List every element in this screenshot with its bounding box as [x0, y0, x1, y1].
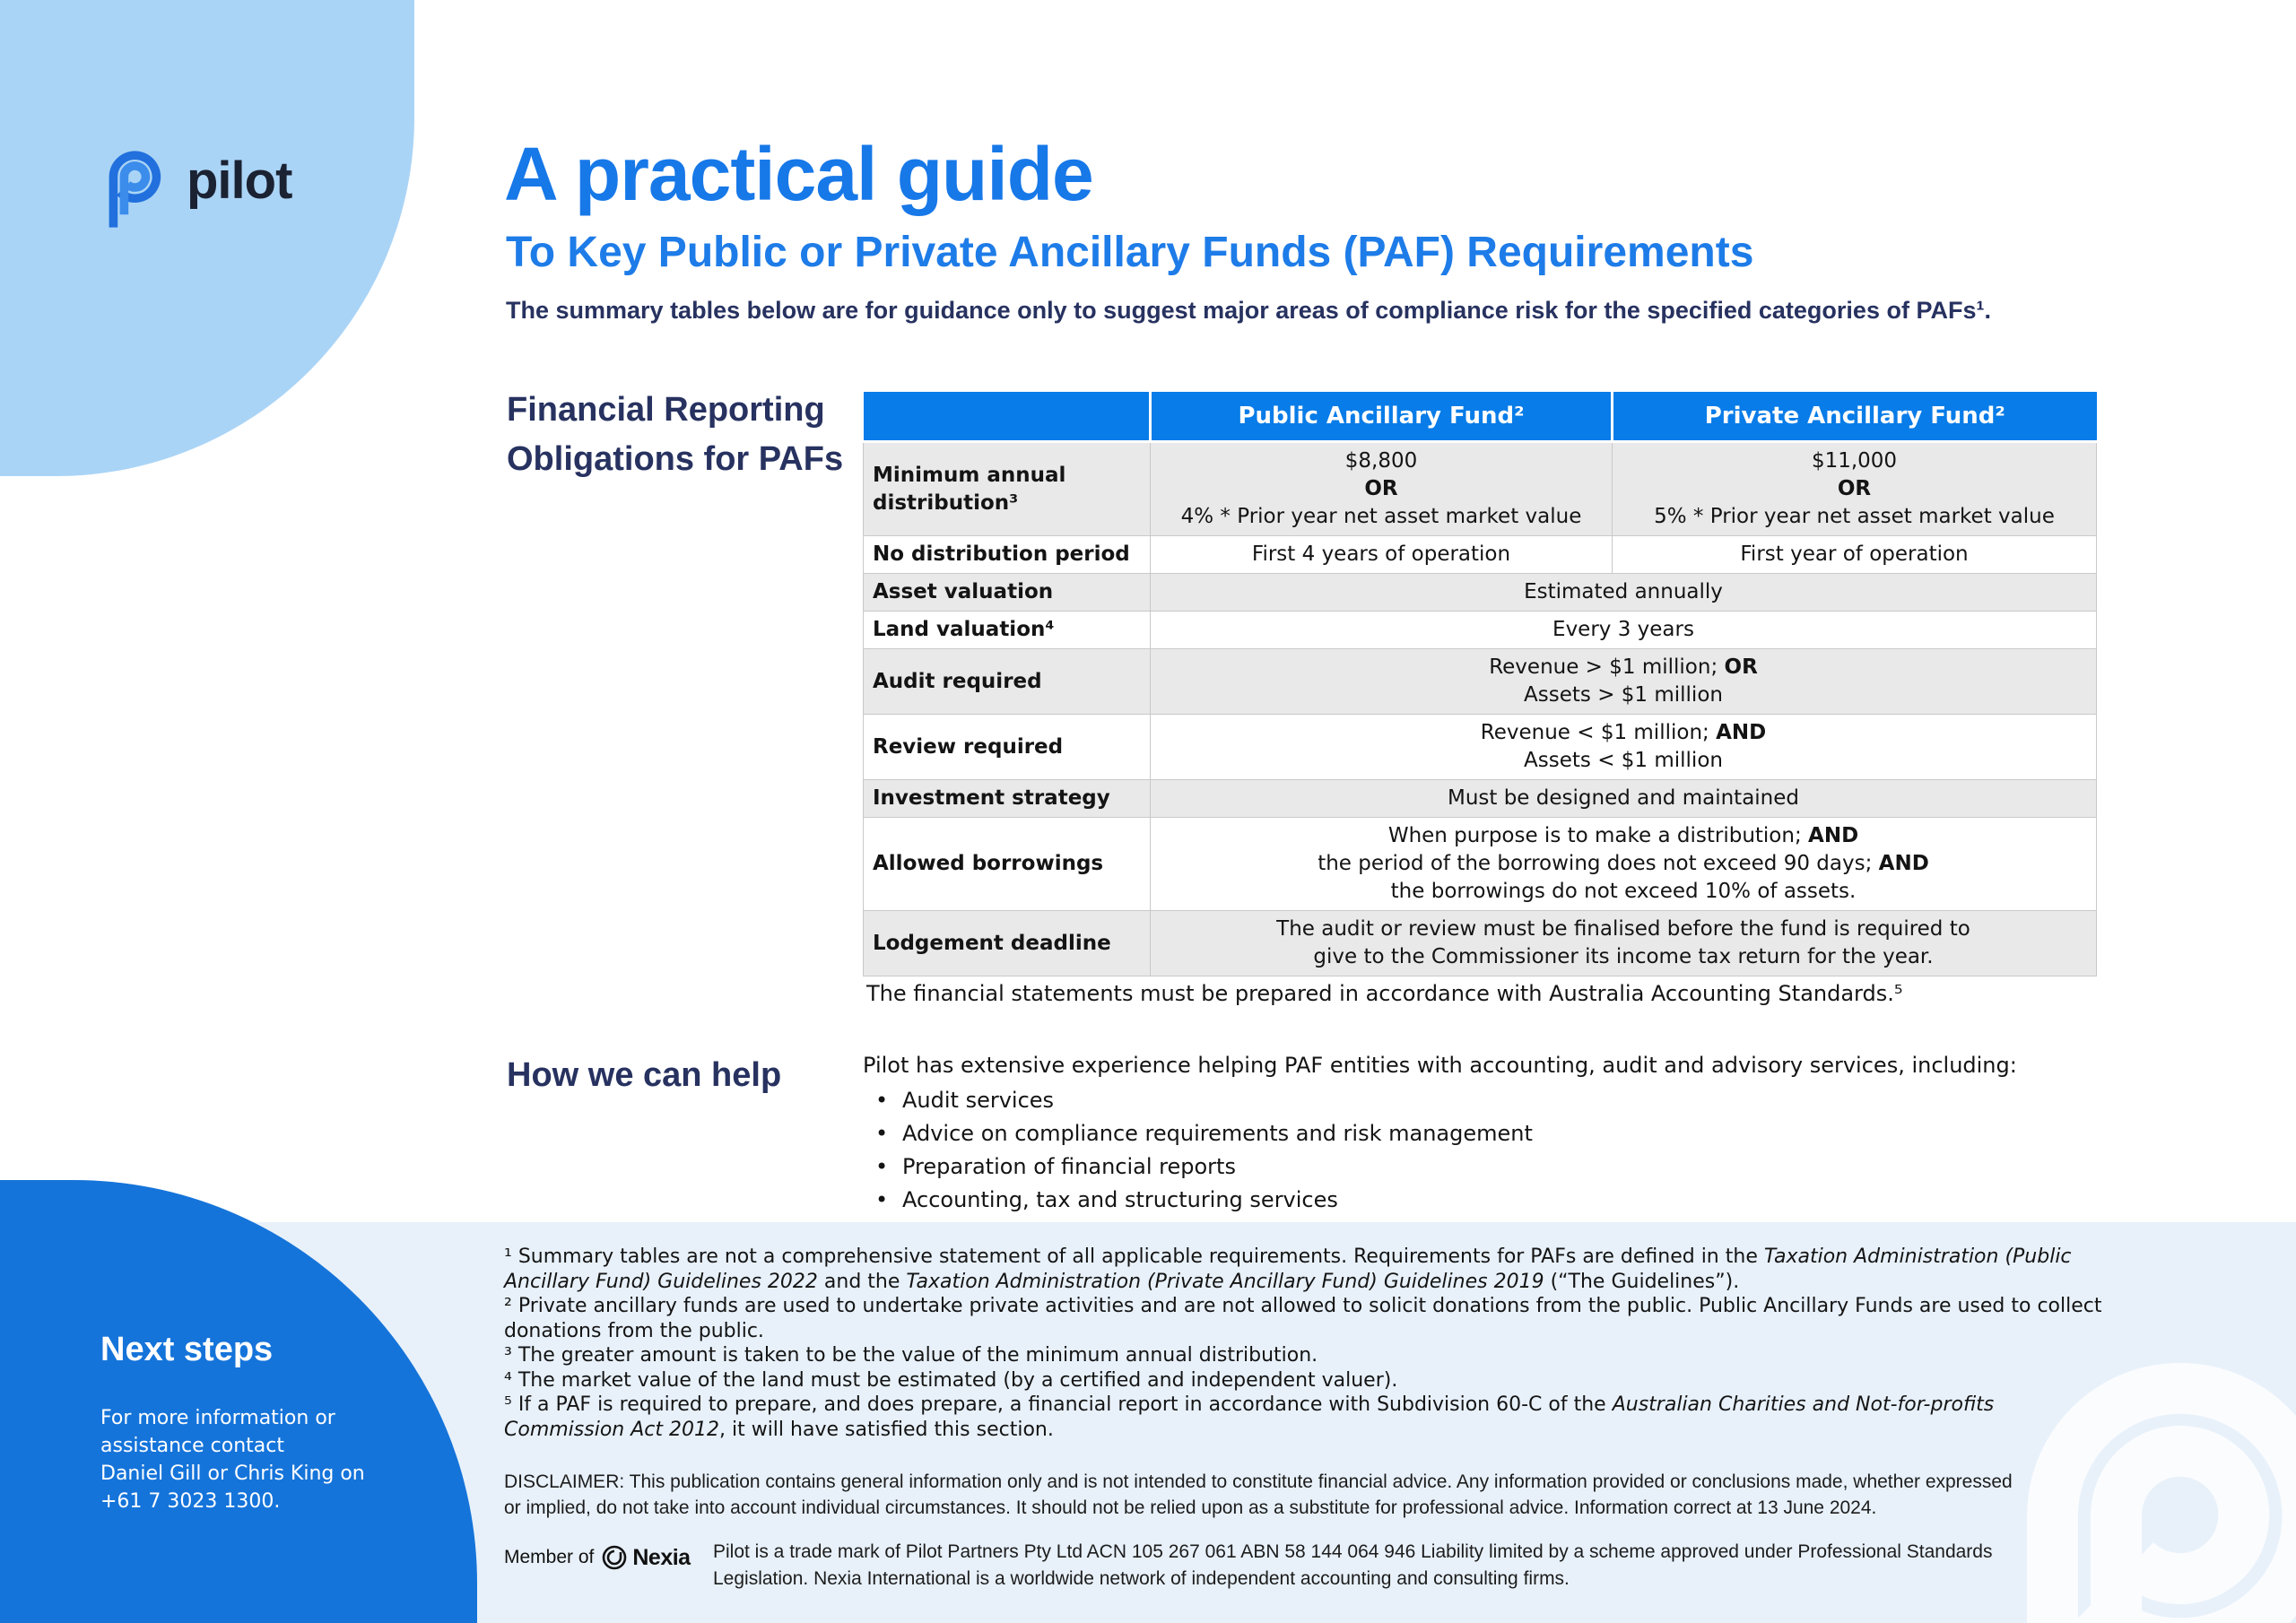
cell-merged: Every 3 years [1151, 612, 2097, 649]
page-title: A practical guide [504, 132, 1093, 216]
list-item: • Accounting, tax and structuring services [872, 1186, 1533, 1213]
cell-merged: When purpose is to make a distribution; AND the period of the borrowing does not exceed 90 days; AND the borrowings do not exceed 10% of assets. [1151, 818, 2097, 911]
table-row-minimum-annual-distribution [864, 442, 2097, 536]
pilot-logo [100, 143, 291, 230]
row-label: No distribution period [864, 536, 1151, 574]
column-header-public: Public Ancillary Fund² [1151, 392, 1613, 442]
row-label: Review required [864, 715, 1151, 780]
cell-merged: Must be designed and maintained [1151, 780, 2097, 818]
column-header-private: Private Ancillary Fund² [1613, 392, 2097, 442]
next-steps-heading: Next steps [100, 1331, 274, 1368]
paf-requirements-table [863, 392, 2097, 976]
footnotes: ¹ Summary tables are not a comprehensive statement of all applicable requirements. Requirements for PAFs are defined in the Taxation Administration (Public Ancillary Fund) Guidelines 2022 and the Taxation Administration (Private Ancillary Fund) Guidelines 2019 (“The Guidelines”). ² Private ancillary funds are used to undertake private activities and are not allowed to solicit donations from the public. Public Ancillary Funds are used to collect donations from the public. ³ The greater amount is taken to be the value of the minimum annual distribution. ⁴ The market value of the land must be estimated (by a certified and independent valuer). ⁵ If a PAF is required to prepare, and does prepare, a financial report in accordance with Subdivision 60-C of the Australian Charities and Not-for-profits Commission Act 2012, it will have satisfied this section. [504, 1245, 2102, 1441]
table-corner-cell [864, 392, 1151, 442]
top-left-decoration [0, 0, 414, 476]
cell-merged: The audit or review must be finalised before the fund is required to give to the Commissioner its income tax return for the year. [1151, 911, 2097, 976]
row-label: Land valuation⁴ [864, 612, 1151, 649]
table-row-land-valuation [864, 612, 2097, 649]
next-steps-contact [100, 1404, 365, 1515]
member-of-text: Member of [504, 1547, 595, 1567]
cell-public: First 4 years of operation [1151, 536, 1613, 574]
table-row-lodgement-deadline [864, 911, 2097, 976]
row-label: Investment strategy [864, 780, 1151, 818]
disclaimer: DISCLAIMER: This publication contains general information only and is not intended to constitute financial advice. Any information provided or conclusions made, whether expressed or implied, do not take into account individual circumstances. It should not be relied upon as a substitute for professional advice. Information correct at 13 June 2024. [504, 1471, 2013, 1518]
trademark-note: Pilot is a trade mark of Pilot Partners Pty Ltd ACN 105 267 061 ABN 58 144 064 946 Liability limited by a scheme approved under Professional Standards Legislation. Nexia International is a worldwide network of independent accounting and consulting firms. [713, 1541, 1993, 1589]
list-item: • Preparation of financial reports [872, 1153, 1533, 1180]
cell-private: First year of operation [1613, 536, 2097, 574]
next-steps-phone: +61 7 3023 1300. [100, 1490, 281, 1513]
table-row-no-distribution-period [864, 536, 2097, 574]
cell-private: $11,000 OR 5% * Prior year net asset market value [1613, 442, 2097, 536]
cell-merged: Estimated annually [1151, 574, 2097, 612]
table-row-allowed-borrowings [864, 818, 2097, 911]
nexia-icon [601, 1544, 628, 1571]
next-steps-line: Daniel Gill or Chris King on [100, 1462, 365, 1485]
row-label: Lodgement deadline [864, 911, 1151, 976]
next-steps-line: For more information or [100, 1407, 335, 1429]
row-label: Minimum annual distribution³ [864, 442, 1151, 536]
cell-merged: Revenue < $1 million; AND Assets < $1 million [1151, 715, 2097, 780]
list-item: • Audit services [872, 1087, 1533, 1114]
help-list [872, 1087, 1533, 1219]
row-label: Asset valuation [864, 574, 1151, 612]
nexia-wordmark: Nexia [632, 1544, 691, 1570]
cell-public: $8,800 OR 4% * Prior year net asset market value [1151, 442, 1613, 536]
next-steps-line: assistance contact [100, 1435, 284, 1457]
list-item: • Advice on compliance requirements and risk management [872, 1120, 1533, 1147]
page-tagline: The summary tables below are for guidance only to suggest major areas of compliance risk for the specified categories of PAFs¹. [506, 297, 1991, 324]
page-subtitle: To Key Public or Private Ancillary Funds (PAF) Requirements [506, 229, 1754, 276]
table-row-audit-required [864, 649, 2097, 715]
table-row-review-required [864, 715, 2097, 780]
pilot-logo-text: pilot [187, 152, 292, 210]
section-heading-financial-reporting: Financial Reporting Obligations for PAFs [507, 391, 844, 478]
row-label: Audit required [864, 649, 1151, 715]
row-label: Allowed borrowings [864, 818, 1151, 911]
table-row-investment-strategy [864, 780, 2097, 818]
section-heading-how-we-can-help: How we can help [507, 1056, 782, 1094]
table-note: The financial statements must be prepared in accordance with Australia Accounting Standards.⁵ [866, 981, 1903, 1006]
help-intro: Pilot has extensive experience helping PAF entities with accounting, audit and advisory services, including: [863, 1053, 2017, 1078]
pilot-p-icon [100, 143, 165, 230]
table-row-asset-valuation [864, 574, 2097, 612]
member-of-nexia [504, 1544, 691, 1571]
cell-merged: Revenue > $1 million; OR Assets > $1 million [1151, 649, 2097, 715]
table-header-row [864, 392, 2097, 442]
